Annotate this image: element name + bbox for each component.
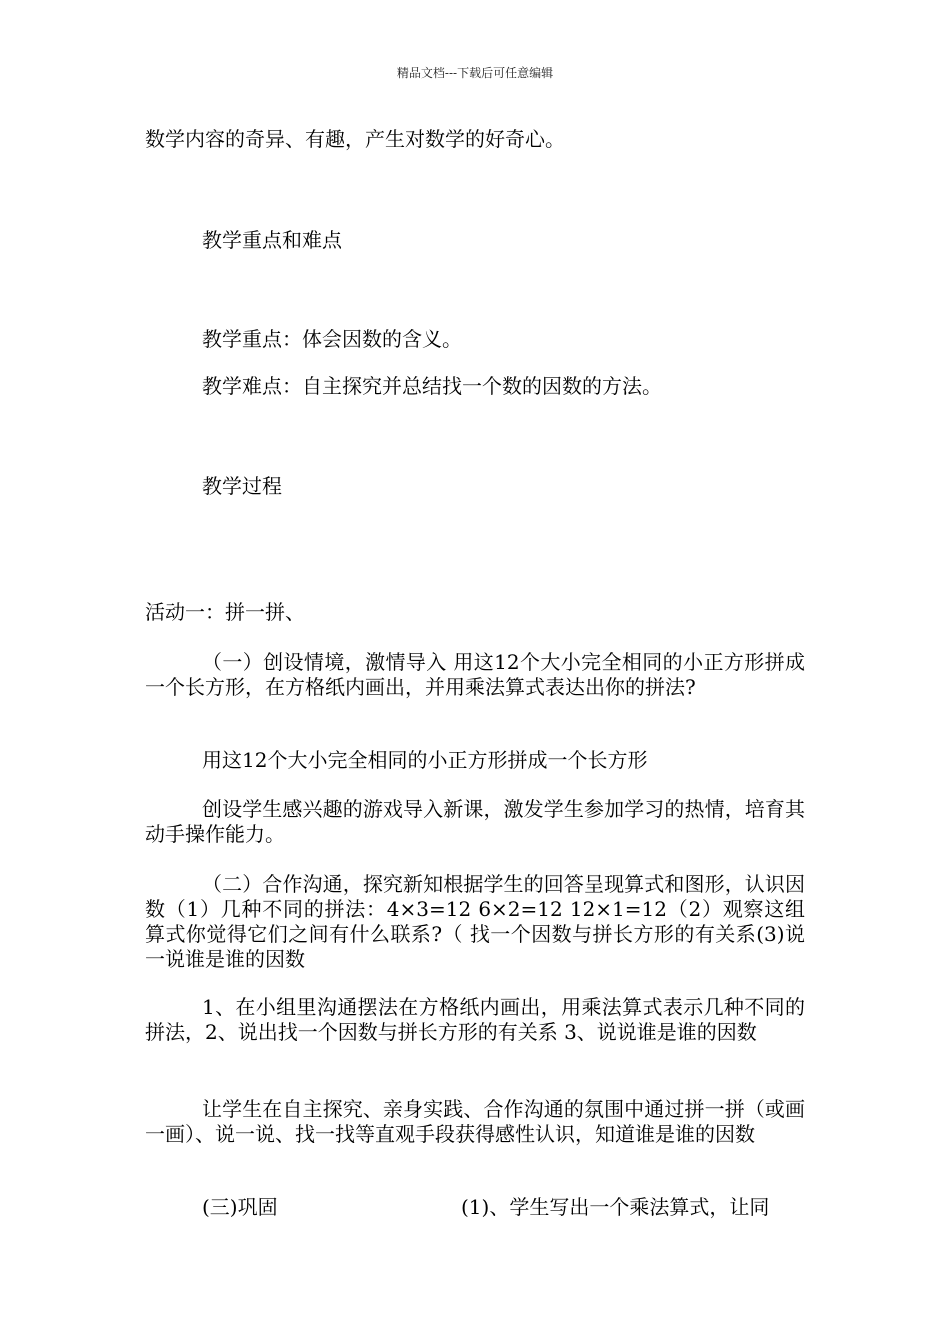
task-line-paragraph: 用这12个大小完全相同的小正方形拼成一个长方形: [202, 748, 648, 772]
section-three-title: (三)巩固: [202, 1195, 278, 1219]
activity-one-title: 活动一：拼一拼、: [145, 600, 305, 624]
steps-paragraph: 1、在小组里沟通摆法在方格纸内画出，用乘法算式表示几种不同的拼法，2、说出找一个因数与拼长方形的有关系 3、说说谁是谁的因数: [145, 995, 805, 1044]
section-three-text: (1)、学生写出一个乘法算式，让同: [461, 1195, 770, 1219]
heading-teaching-process: 教学过程: [202, 474, 282, 498]
heading-key-points: 教学重点和难点: [202, 228, 342, 252]
intent-one-paragraph: 创设学生感兴趣的游戏导入新课，激发学生参加学习的热情，培育其动手操作能力。: [145, 797, 805, 846]
intro-tail-paragraph: 数学内容的奇异、有趣，产生对数学的好奇心。: [145, 127, 565, 151]
intent-two-paragraph: 让学生在自主探究、亲身实践、合作沟通的氛围中通过拼一拼（或画一画）、说一说、找一找等直观手段获得感性认识，知道谁是谁的因数: [145, 1097, 805, 1146]
difficult-point-paragraph: 教学难点：自主探究并总结找一个数的因数的方法。: [202, 374, 662, 398]
key-point-paragraph: 教学重点：体会因数的含义。: [202, 327, 462, 351]
section-two-paragraph: （二）合作沟通，探究新知根据学生的回答呈现算式和图形，认识因数（1）几种不同的拼法：4×3=12 6×2=12 12×1=12（2）观察这组算式你觉得它们之间有什么联系?（ 找一个因数与拼长方形的有关系(3)说一说谁是谁的因数: [145, 872, 805, 971]
document-header-watermark: 精品文档---下载后可任意编辑: [396, 66, 554, 80]
section-one-paragraph: （一）创设情境，激情导入 用这12个大小完全相同的小正方形拼成一个长方形，在方格纸内画出，并用乘法算式表达出你的拼法?: [145, 650, 805, 699]
